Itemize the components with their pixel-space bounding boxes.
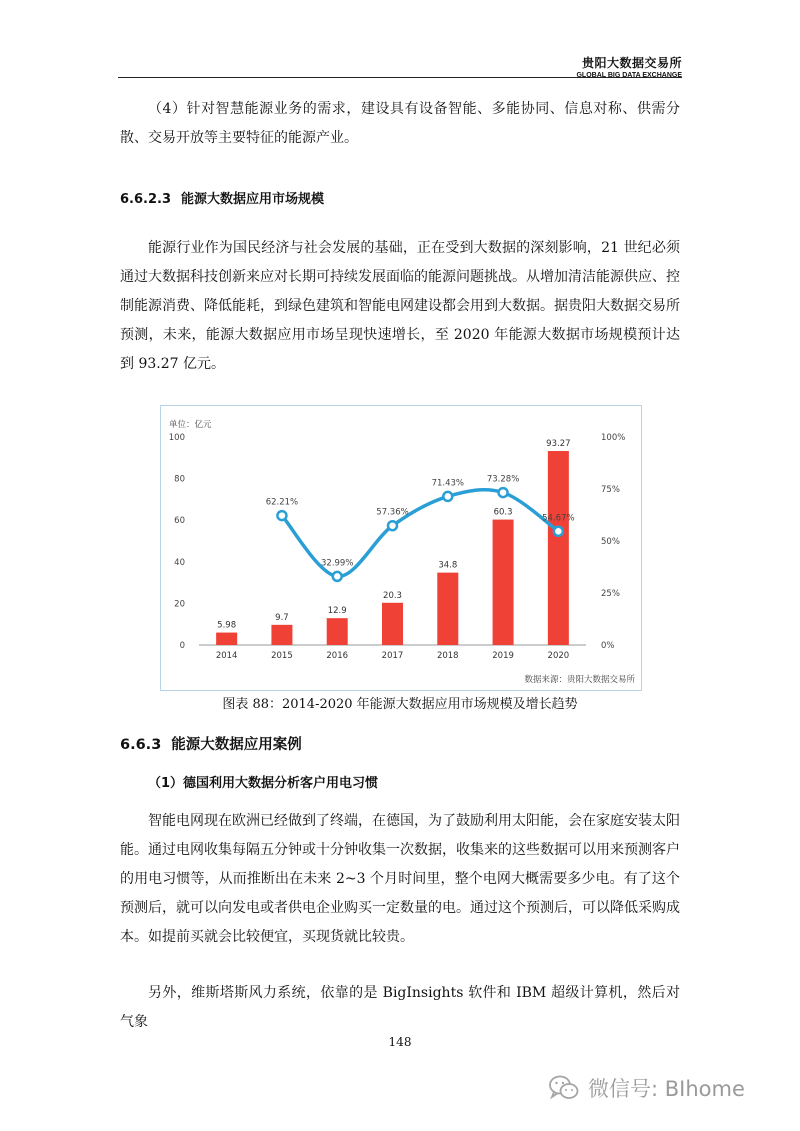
section-heading-cases: [120, 733, 302, 754]
section-number: 6.6.2.3: [120, 192, 171, 207]
brand-name: 贵阳大数据交易所: [581, 56, 682, 70]
wechat-icon: [548, 1073, 580, 1103]
bar: [493, 520, 514, 645]
page-number: 148: [388, 1035, 412, 1049]
section-title: 能源大数据应用案例: [171, 737, 302, 753]
y-tick-label-left: 0: [179, 641, 185, 651]
bar-value-label: 12.9: [327, 606, 347, 617]
brand-name-english: GLOBAL BIG DATA EXCHANGE: [576, 72, 682, 79]
growth-rate-point: [443, 492, 452, 501]
paragraph-smart-energy: （4）针对智慧能源业务的需求，建设具有设备智能、多能协同、信息对称、供需分散、交易开放等主要特征的能源产业。: [120, 101, 680, 146]
y-tick-label-left: 100: [168, 433, 185, 443]
x-tick-label: 2015: [271, 651, 293, 661]
x-tick-label: 2020: [547, 651, 570, 661]
x-tick-label: 2014: [215, 651, 238, 661]
y-tick-label-left: 40: [174, 557, 185, 568]
y-tick-label-left: 80: [174, 474, 185, 485]
growth-rate-point: [277, 511, 286, 520]
y-tick-label-left: 60: [174, 516, 185, 527]
growth-rate-label: 62.21%: [265, 497, 299, 508]
bar-value-label: 34.8: [438, 560, 458, 571]
bar: [271, 625, 292, 645]
growth-rate-label: 32.99%: [321, 558, 354, 569]
paragraph-smart-grid: 智能电网现在欧洲已经做到了终端，在德国，为了鼓励利用太阳能，会在家庭安装太阳能。通过电网收集每隔五分钟或十分钟收集一次数据，收集来的这些数据可以用来预测客户的用电习惯等，从而推断出在未来 2~3 个月时间里，整个电网大概需要多少电。有了这个预测后，就可以向发电或者供电企业购买一定数量的电。通过这个预测后，可以降低采购成本。如提前买就会比较便宜，买现货就比较贵。: [120, 813, 680, 945]
growth-rate-point: [499, 488, 508, 497]
subsection-heading-germany: （1）德国利用大数据分析客户用电习惯: [148, 776, 379, 791]
growth-rate-point: [333, 572, 342, 581]
paragraph-vestas: 另外，维斯塔斯风力系统，依靠的是 BigInsights 软件和 IBM 超级计算机，然后对气象: [120, 985, 680, 1030]
growth-rate-label: 54.67%: [542, 513, 575, 524]
bar: [437, 573, 458, 645]
growth-rate-label: 57.36%: [376, 507, 409, 518]
header-brand: [576, 54, 682, 79]
y-tick-label-right: 75%: [601, 485, 620, 495]
bar-value-label: 5.98: [217, 620, 237, 631]
bar-value-label: 20.3: [383, 590, 402, 601]
growth-rate-point: [388, 521, 397, 530]
y-tick-label-right: 25%: [601, 589, 620, 599]
y-tick-label-right: 0%: [601, 641, 615, 651]
bar: [216, 633, 237, 645]
data-source-label: 数据来源：贵阳大数据交易所: [524, 675, 635, 685]
growth-rate-label: 71.43%: [431, 478, 464, 489]
bar-value-label: 60.3: [493, 507, 513, 518]
y-tick-label-right: 50%: [601, 537, 620, 547]
section-heading-market-size: [120, 188, 324, 207]
y-tick-label-left: 20: [174, 599, 185, 610]
bar: [382, 603, 403, 645]
x-tick-label: 2016: [326, 651, 349, 661]
y-tick-label-right: 100%: [601, 433, 626, 443]
section-number: 6.6.3: [120, 737, 162, 753]
chart-caption: 图表 88：2014-2020 年能源大数据应用市场规模及增长趋势: [222, 697, 578, 712]
header-divider: [118, 77, 682, 78]
bar: [327, 618, 348, 645]
watermark-text: 微信号: BIhome: [588, 1077, 745, 1101]
bar-value-label: 9.7: [275, 612, 289, 623]
x-tick-label: 2018: [436, 651, 459, 661]
bar: [548, 451, 569, 645]
market-size-chart: [160, 405, 642, 691]
paragraph-market-forecast: 能源行业作为国民经济与社会发展的基础，正在受到大数据的深刻影响，21 世纪必须通过大数据科技创新来应对长期可持续发展面临的能源问题挑战。从增加清洁能源供应、控制能源消费、降低能耗，到绿色建筑和智能电网建设都会用到大数据。据贵阳大数据交易所预测，未来，能源大数据应用市场呈现快速增长，至 2020 年能源大数据市场规模预计达到 93.27 亿元。: [120, 240, 680, 372]
x-tick-label: 2017: [381, 651, 404, 661]
section-title: 能源大数据应用市场规模: [181, 192, 325, 207]
x-tick-label: 2019: [492, 651, 514, 661]
bar-value-label: 93.27: [546, 438, 571, 449]
growth-rate-label: 73.28%: [486, 474, 520, 485]
unit-label: 单位：亿元: [169, 420, 212, 430]
growth-rate-point: [554, 527, 563, 536]
chart-canvas: [161, 406, 641, 690]
watermark: [548, 1073, 745, 1103]
